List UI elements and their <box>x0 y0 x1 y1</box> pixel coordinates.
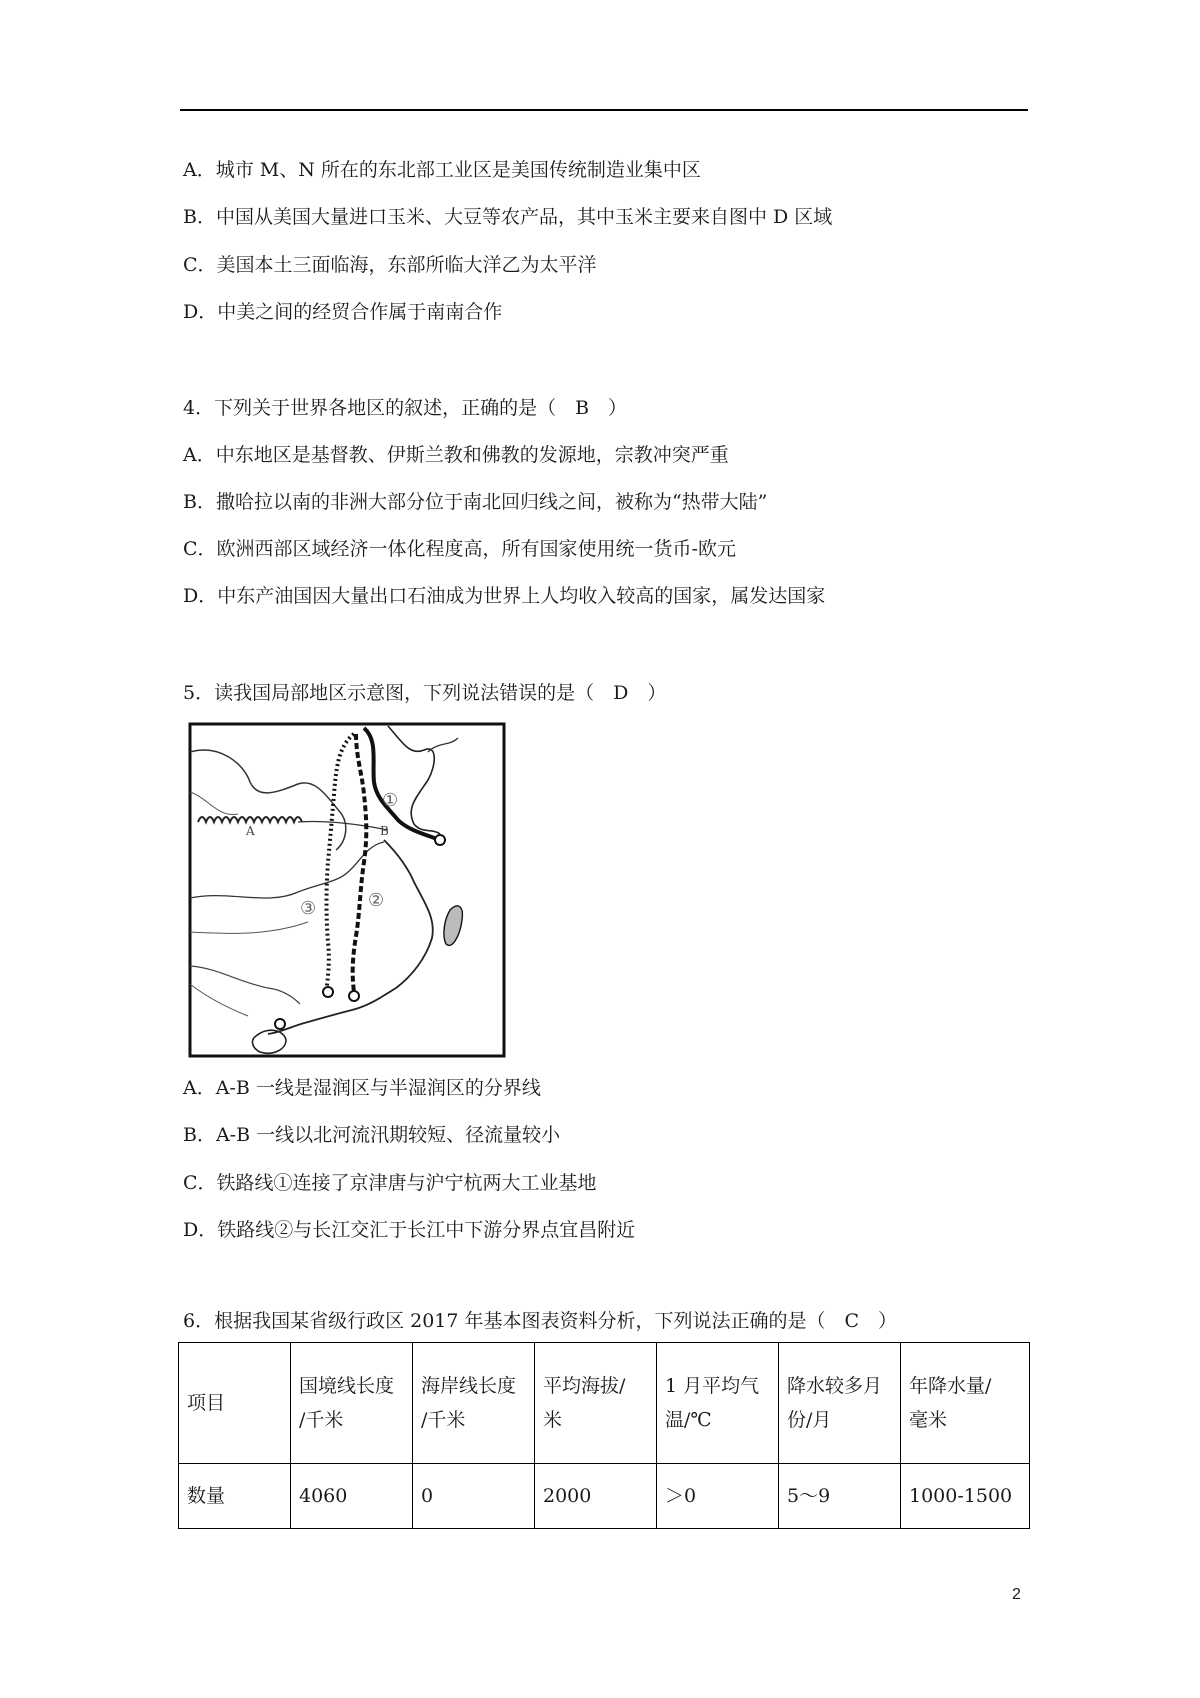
map-label-b: B <box>380 824 389 838</box>
header-text-line1: 平均海拔/ <box>543 1375 626 1397</box>
table-header-elevation <box>535 1343 657 1464</box>
table-cell: 1000-1500 <box>901 1464 1030 1529</box>
table-header-jan-temp <box>657 1343 779 1464</box>
table-cell: ＞0 <box>657 1464 779 1529</box>
header-text-line2: 温/℃ <box>665 1409 712 1431</box>
header-rule <box>180 109 1028 111</box>
table-header-annual-precip <box>901 1343 1030 1464</box>
table-header-label: 项目 <box>179 1343 291 1464</box>
q5-stem: 5．读我国局部地区示意图，下列说法错误的是（ D ） <box>183 682 667 704</box>
header-text-line1: 国境线长度 <box>299 1375 395 1397</box>
table-cell: 2000 <box>535 1464 657 1529</box>
map-label-railway-1: ① <box>382 790 399 811</box>
q3-option-d: D．中美之间的经贸合作属于南南合作 <box>183 301 503 323</box>
header-text-line1: 年降水量/ <box>909 1375 992 1397</box>
header-text-line2: /千米 <box>421 1409 466 1431</box>
q5-option-b: B．A-B 一线以北河流汛期较短、径流量较小 <box>183 1124 561 1146</box>
header-text-line1: 降水较多月 <box>787 1375 883 1397</box>
china-region-map <box>188 722 506 1058</box>
q4-option-c: C．欧洲西部区域经济一体化程度高，所有国家使用统一货币-欧元 <box>183 538 736 560</box>
table-header-rainy-months <box>779 1343 901 1464</box>
q4-stem: 4．下列关于世界各地区的叙述，正确的是（ B ） <box>183 397 628 419</box>
page-number: 2 <box>1012 1586 1021 1603</box>
header-text-line2: 毫米 <box>909 1409 948 1431</box>
province-data-table <box>178 1342 1030 1529</box>
table-row-label: 数量 <box>179 1464 291 1529</box>
q4-option-d: D．中东产油国因大量出口石油成为世界上人均收入较高的国家，属发达国家 <box>183 585 826 607</box>
map-label-railway-3: ③ <box>300 898 317 919</box>
table-cell: 5～9 <box>779 1464 901 1529</box>
map-label-railway-2: ② <box>368 890 385 911</box>
table-cell: 0 <box>413 1464 535 1529</box>
header-text-line2: 份/月 <box>787 1409 832 1431</box>
q5-option-c: C．铁路线①连接了京津唐与沪宁杭两大工业基地 <box>183 1172 597 1194</box>
table-cell: 4060 <box>291 1464 413 1529</box>
header-text-line2: 米 <box>543 1409 563 1431</box>
table-header-border-length <box>291 1343 413 1464</box>
q3-option-c: C．美国本土三面临海，东部所临大洋乙为太平洋 <box>183 254 597 276</box>
header-text-line1: 海岸线长度 <box>421 1375 517 1397</box>
q3-option-b: B．中国从美国大量进口玉米、大豆等农产品，其中玉米主要来自图中 D 区域 <box>183 206 833 228</box>
header-text-line1: 1 月平均气 <box>665 1375 760 1397</box>
q5-option-a: A．A-B 一线是湿润区与半湿润区的分界线 <box>183 1077 541 1099</box>
table-header-coastline-length <box>413 1343 535 1464</box>
header-text-line2: /千米 <box>299 1409 344 1431</box>
q3-option-a: A．城市 M、N 所在的东北部工业区是美国传统制造业集中区 <box>183 159 701 181</box>
map-label-a: A <box>246 824 255 838</box>
q4-option-a: A．中东地区是基督教、伊斯兰教和佛教的发源地，宗教冲突严重 <box>183 444 729 466</box>
q4-option-b: B．撒哈拉以南的非洲大部分位于南北回归线之间，被称为“热带大陆” <box>183 491 768 513</box>
table-row <box>179 1464 1030 1529</box>
q5-option-d: D．铁路线②与长江交汇于长江中下游分界点宜昌附近 <box>183 1219 636 1241</box>
table-header-row <box>179 1343 1030 1464</box>
q6-stem: 6．根据我国某省级行政区 2017 年基本图表资料分析，下列说法正确的是（ C ） <box>183 1310 898 1332</box>
